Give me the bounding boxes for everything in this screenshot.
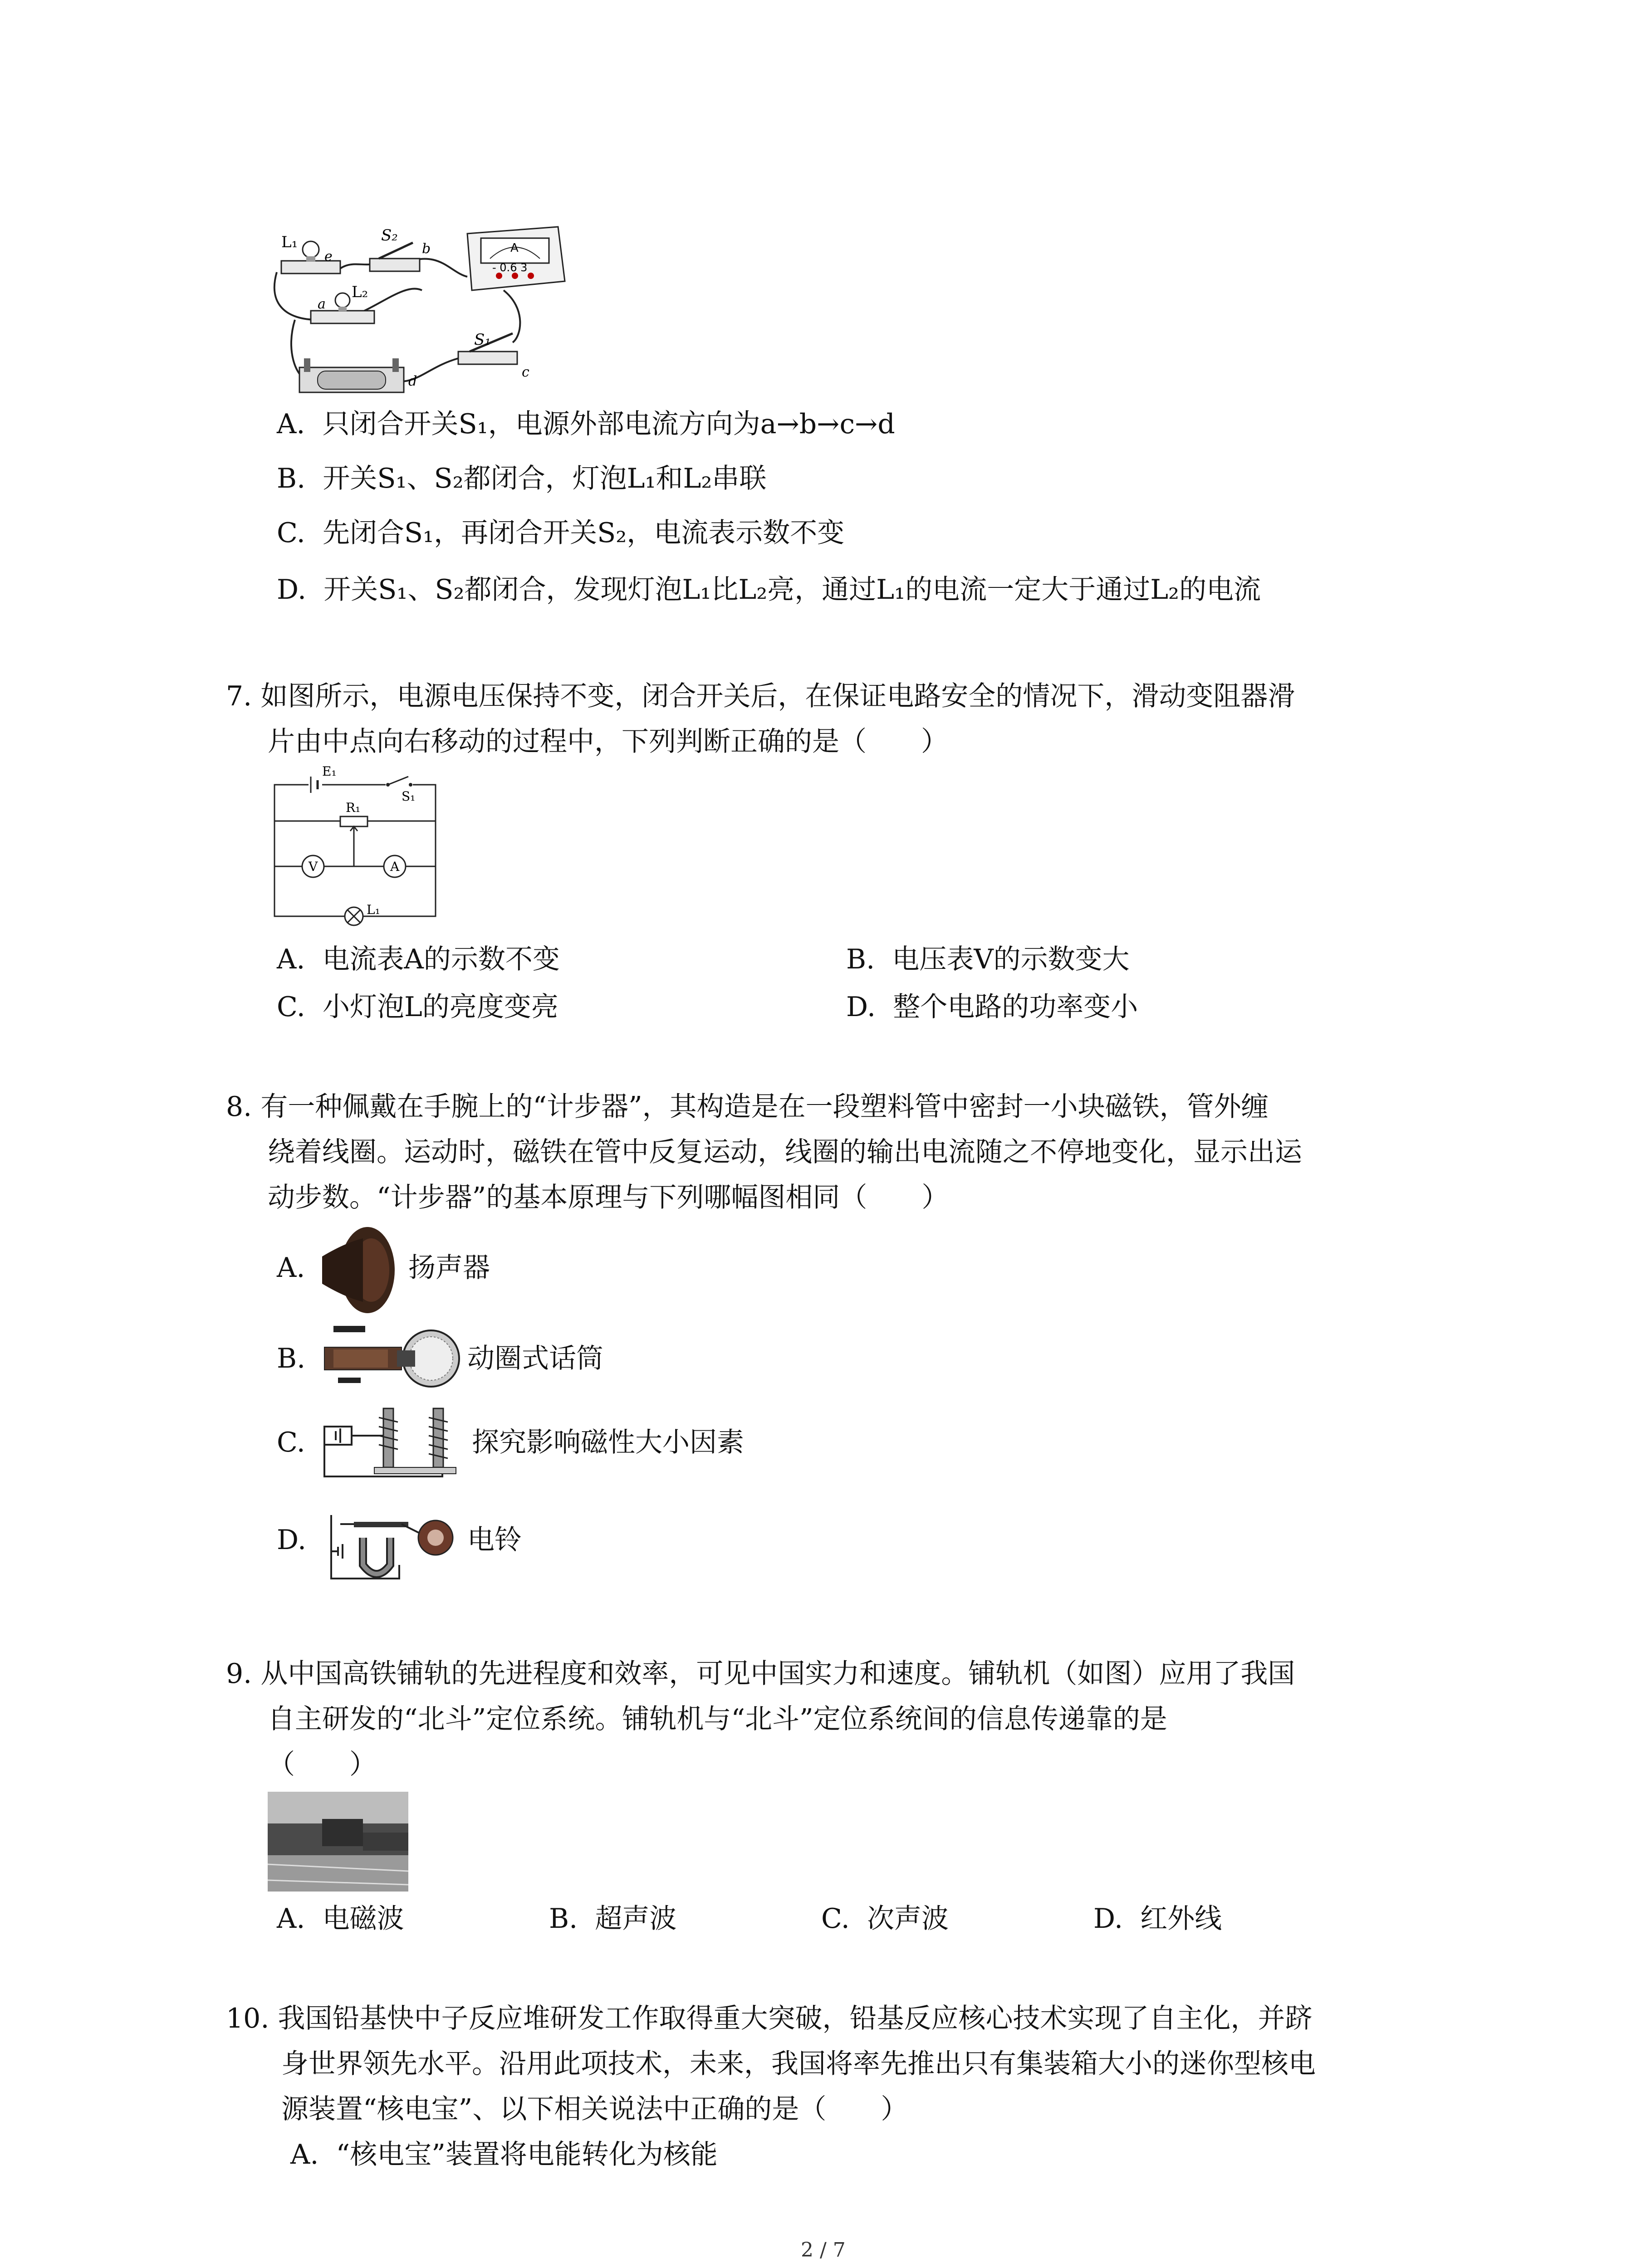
s2-switch bbox=[370, 243, 420, 271]
q7-stem-line-2: 片由中点向右移动的过程中，下列判断正确的是（ ） bbox=[268, 726, 948, 758]
speaker-image bbox=[318, 1225, 399, 1315]
q6-option-d[interactable] bbox=[277, 572, 1261, 608]
option-text: 电压表V的示数变大 bbox=[892, 943, 1130, 975]
q9-option-c[interactable] bbox=[821, 1901, 949, 1937]
q9-option-a[interactable] bbox=[277, 1901, 404, 1937]
q8-option-a-text: 扬声器 bbox=[408, 1252, 490, 1284]
option-letter: A. bbox=[277, 1252, 305, 1284]
option-text: 先闭合S₁，再闭合开关S₂，电流表示数不变 bbox=[323, 517, 845, 549]
l2-label: L₂ bbox=[352, 283, 368, 301]
q10-stem-line-2: 身世界领先水平。沿用此项技术，未来，我国将率先推出只有集装箱大小的迷你型核电 bbox=[281, 2048, 1316, 2080]
q8-option-a[interactable] bbox=[277, 1250, 305, 1286]
s1-label: S₁ bbox=[402, 789, 416, 804]
option-text: 次声波 bbox=[867, 1903, 949, 1935]
v-label: V bbox=[309, 859, 318, 874]
q10-stem-line-3: 源装置“核电宝”、以下相关说法中正确的是（ ） bbox=[281, 2093, 908, 2125]
q7-option-c[interactable] bbox=[277, 989, 558, 1025]
d-label: d bbox=[408, 373, 417, 389]
option-letter: A. bbox=[290, 2139, 319, 2170]
q9-stem-line-3: （ ） bbox=[268, 1749, 377, 1780]
q7-option-d[interactable] bbox=[846, 989, 1138, 1025]
q9-stem-line-1: 9. 从中国高铁铺轨的先进程度和效率，可见中国实力和速度。铺轨机（如图）应用了我国 bbox=[226, 1658, 1295, 1690]
s2-label: S₂ bbox=[381, 226, 398, 244]
ammeter-a-label: A bbox=[510, 241, 519, 255]
ammeter bbox=[467, 227, 565, 290]
option-text: 电流表A的示数不变 bbox=[322, 943, 560, 975]
l1-label: L₁ bbox=[367, 902, 380, 917]
q7-circuit-figure bbox=[272, 764, 440, 925]
q7-stem-line-1: 7. 如图所示，电源电压保持不变，闭合开关后，在保证电路安全的情况下，滑动变阻器滑 bbox=[226, 680, 1295, 712]
option-text: 整个电路的功率变小 bbox=[893, 991, 1138, 1023]
option-letter: A. bbox=[277, 943, 305, 975]
option-text: 电磁波 bbox=[322, 1903, 404, 1935]
microphone-image bbox=[320, 1322, 465, 1395]
q8-stem-line-1: 8. 有一种佩戴在手腕上的“计步器”，其构造是在一段塑料管中密封一小块磁铁，管外缠 bbox=[226, 1091, 1269, 1123]
q7-option-a[interactable] bbox=[277, 941, 560, 978]
q8-option-b-text: 动圈式话筒 bbox=[467, 1343, 603, 1374]
battery bbox=[299, 358, 404, 392]
a-label: A bbox=[390, 859, 400, 874]
q6-option-c[interactable] bbox=[277, 515, 844, 551]
option-letter: D. bbox=[277, 1524, 307, 1556]
q9-option-b[interactable] bbox=[549, 1901, 676, 1937]
q6-option-a[interactable] bbox=[277, 406, 895, 442]
option-text: 红外线 bbox=[1140, 1903, 1222, 1935]
option-letter: B. bbox=[846, 943, 875, 975]
option-letter: C. bbox=[277, 1427, 305, 1458]
r1-label: R₁ bbox=[346, 800, 361, 815]
option-text: “核电宝”装置将电能转化为核能 bbox=[336, 2139, 718, 2170]
q8-option-c[interactable] bbox=[277, 1424, 305, 1461]
option-text: 只闭合开关S₁，电源外部电流方向为a→b→c→d bbox=[322, 408, 895, 440]
q7-option-b[interactable] bbox=[846, 941, 1130, 978]
option-text: 超声波 bbox=[595, 1903, 677, 1935]
b-label: b bbox=[422, 241, 431, 257]
q6-option-b[interactable] bbox=[277, 460, 766, 497]
option-letter: B. bbox=[277, 463, 306, 494]
e1-label: E₁ bbox=[322, 764, 337, 779]
q8-stem-line-2: 绕着线圈。运动时，磁铁在管中反复运动，线圈的输出电流随之不停地变化，显示出运 bbox=[268, 1136, 1302, 1168]
option-letter: B. bbox=[277, 1343, 306, 1374]
a-label: a bbox=[318, 296, 326, 312]
s1-label: S₁ bbox=[474, 331, 491, 349]
option-text: 开关S₁、S₂都闭合，灯泡L₁和L₂串联 bbox=[323, 463, 767, 494]
electric-bell-image bbox=[322, 1497, 458, 1588]
option-text: 开关S₁、S₂都闭合，发现灯泡L₁比L₂亮，通过L₁的电流一定大于通过L₂的电流 bbox=[323, 574, 1261, 606]
option-letter: D. bbox=[846, 991, 876, 1023]
q10-option-a[interactable] bbox=[290, 2136, 718, 2173]
electromagnet-image bbox=[320, 1399, 460, 1486]
option-letter: C. bbox=[277, 517, 305, 549]
q10-stem-line-1: 10. 我国铅基快中子反应堆研发工作取得重大突破，铅基反应核心技术实现了自主化，并跻 bbox=[226, 2003, 1313, 2034]
e-label: e bbox=[324, 249, 333, 264]
q8-stem-line-3: 动步数。“计步器”的基本原理与下列哪幅图相同（ ） bbox=[268, 1182, 949, 1213]
q8-option-d[interactable] bbox=[277, 1522, 306, 1558]
q9-option-d[interactable] bbox=[1093, 1901, 1222, 1937]
q8-option-c-text: 探究影响磁性大小因素 bbox=[472, 1427, 744, 1458]
q6-circuit-figure bbox=[268, 222, 585, 399]
option-letter: D. bbox=[277, 574, 307, 606]
option-letter: A. bbox=[277, 1903, 305, 1935]
ammeter-scale-label: - 0.6 3 bbox=[492, 261, 528, 274]
q8-option-b[interactable] bbox=[277, 1340, 305, 1377]
page-number: 2 / 7 bbox=[801, 2239, 846, 2262]
option-text: 小灯泡L的亮度变亮 bbox=[323, 991, 558, 1023]
option-letter: B. bbox=[549, 1903, 578, 1935]
option-letter: C. bbox=[277, 991, 305, 1023]
track-laying-machine-photo bbox=[268, 1792, 408, 1892]
q9-stem-line-2: 自主研发的“北斗”定位系统。铺轨机与“北斗”定位系统间的信息传递靠的是 bbox=[268, 1703, 1167, 1735]
q8-option-d-text: 电铃 bbox=[467, 1524, 522, 1556]
option-letter: A. bbox=[277, 408, 305, 440]
c-label: c bbox=[522, 364, 529, 380]
option-letter: C. bbox=[821, 1903, 850, 1935]
l1-label: L₁ bbox=[281, 233, 298, 251]
option-letter: D. bbox=[1093, 1903, 1123, 1935]
